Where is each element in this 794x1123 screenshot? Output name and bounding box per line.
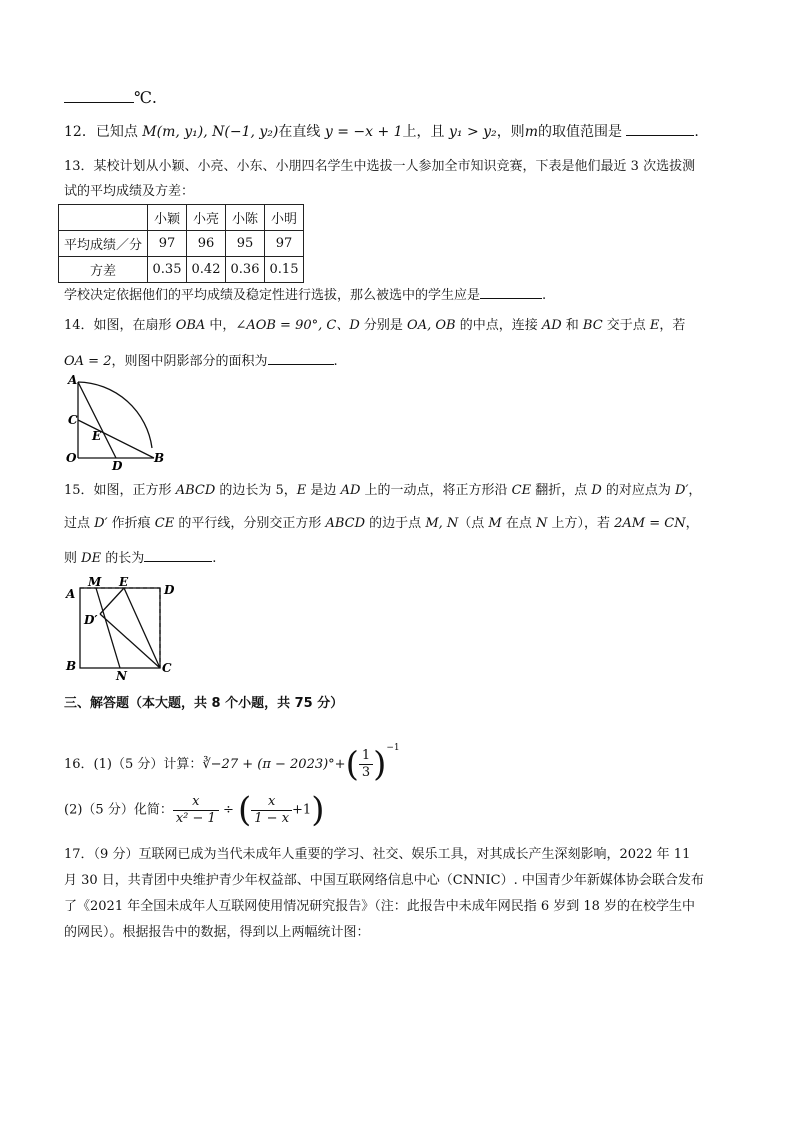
answer-blank	[144, 547, 212, 562]
t: ABCD	[175, 483, 216, 498]
table-row	[59, 231, 304, 257]
table-cell: 96	[187, 231, 226, 257]
q16-p1-mid: + (π − 2023)°+	[238, 757, 346, 772]
question-16-part2	[64, 790, 324, 831]
paren-left: (	[238, 790, 252, 830]
label-b: B	[154, 451, 165, 465]
question-12	[64, 121, 699, 142]
q11-answer-line	[64, 88, 157, 109]
t: E	[649, 318, 660, 333]
denominator: 3	[361, 765, 371, 780]
crease-ce	[124, 588, 160, 668]
q13-end: .	[542, 288, 547, 303]
t: 的长为	[101, 551, 145, 566]
paren-right: )	[373, 744, 387, 785]
q13-line3-text: 学校决定依据他们的平均成绩及稳定性进行选拔，那么被选中的学生应是	[64, 288, 481, 303]
label-a: A	[66, 587, 76, 601]
denominator: x² − 1	[175, 810, 216, 826]
question-17-line2: 月 30 日，共青团中央维护青少年权益部、中国互联网络信息中心（CNNIC）. 中国青少年新媒体协会联合发布	[64, 873, 704, 888]
question-17-line4: 的网民）。根据报告中的数据，得到以上两幅统计图：	[64, 925, 370, 940]
q12-prefix: 12．已知点	[64, 124, 138, 140]
question-13-line2: 试的平均成绩及方差：	[64, 184, 195, 199]
segment-ad	[78, 382, 116, 458]
table-header-cell: 小明	[265, 205, 304, 231]
label-b: B	[66, 659, 77, 673]
table-cell: 平均成绩／分	[59, 231, 148, 257]
numerator: x	[173, 794, 219, 811]
paren-right: )	[311, 790, 325, 830]
q12-variable: m	[524, 124, 538, 140]
answer-blank	[626, 121, 694, 136]
q12-line-equation: y = −x + 1	[324, 124, 403, 140]
t: 交于点	[602, 318, 650, 333]
section-title: 三、解答题（本大题，共 8 个小题，共 75 分）	[64, 696, 344, 711]
t: 的平行线，分别交正方形	[174, 516, 326, 531]
t: .	[212, 551, 217, 566]
segment-bc	[78, 420, 154, 458]
t: D	[591, 483, 602, 498]
t: 上的一动点，将正方形沿	[360, 483, 512, 498]
q12-cond-post: ，则	[496, 124, 525, 140]
table-cell: 0.35	[148, 257, 187, 283]
t: 是边	[306, 483, 341, 498]
t: 15．如图，正方形	[64, 483, 176, 498]
q16-p1-label: 16．(1)（5 分）计算：	[64, 757, 203, 772]
label-e: E	[92, 429, 102, 443]
question-15-line1	[64, 481, 701, 501]
t: 作折痕	[107, 516, 155, 531]
t: 的对应点为	[601, 483, 676, 498]
q12-cond-pre: 上，且	[402, 124, 445, 140]
answer-blank	[268, 350, 334, 365]
sector-figure	[60, 372, 170, 472]
t: 则	[64, 551, 82, 566]
t: 2AM = CN	[614, 516, 686, 531]
question-15-line2	[64, 514, 699, 534]
segment-dc	[100, 614, 160, 668]
divide-sign: ÷	[222, 802, 234, 818]
square-figure	[64, 576, 174, 684]
question-15-line3	[64, 547, 216, 569]
paren-left: (	[345, 744, 359, 785]
t: 的边于点	[365, 516, 426, 531]
question-14-line2	[64, 350, 338, 372]
exponent: −1	[386, 743, 400, 753]
t: 上方），若	[547, 516, 615, 531]
t: AD	[541, 318, 562, 333]
t: OBA	[175, 318, 206, 333]
t: OA = 2	[64, 354, 112, 369]
label-e: E	[119, 576, 129, 589]
q12-suffix: 的取值范围是	[537, 124, 622, 140]
segment-ed	[100, 588, 124, 614]
t: 和	[561, 318, 583, 333]
t: AD	[340, 483, 361, 498]
t: 的中点，连接	[455, 318, 542, 333]
scores-table	[58, 204, 304, 283]
answer-blank	[480, 284, 542, 299]
t: 的边长为 5，	[215, 483, 297, 498]
t: OA, OB	[407, 318, 456, 333]
table-cell: 97	[148, 231, 187, 257]
table-cell: 97	[265, 231, 304, 257]
table-cell: 95	[226, 231, 265, 257]
t: 翻折，点	[531, 483, 592, 498]
t: （点	[458, 516, 489, 531]
t: ，若	[659, 318, 686, 333]
plus-one: +1	[292, 802, 312, 818]
table-cell: 0.42	[187, 257, 226, 283]
fraction	[359, 748, 373, 781]
q12-end: .	[694, 124, 699, 140]
q12-mid: 在直线	[278, 124, 321, 140]
table-header-cell: 小亮	[187, 205, 226, 231]
t: BC	[582, 318, 603, 333]
t: ，	[685, 516, 699, 531]
t: E	[296, 483, 307, 498]
table-cell: 方差	[59, 257, 148, 283]
question-17-line1: 17．（9 分）互联网已成为当代未成年人重要的学习、社交、娱乐工具，对其成长产生深刻影响，2022 年 11	[64, 847, 691, 862]
t: 过点	[64, 516, 95, 531]
fraction	[173, 794, 219, 827]
t: CE	[511, 483, 532, 498]
question-13-line1: 13．某校计划从小颖、小亮、小东、小朋四名学生中选拔一人参加全市知识竞赛，下表是他们最近 3 次选拔测	[64, 159, 696, 174]
square-abcd	[80, 588, 160, 668]
t: 14．如图，在扇形	[64, 318, 176, 333]
question-14-line1	[64, 316, 685, 336]
fraction	[251, 794, 292, 827]
t: 分别是	[359, 318, 408, 333]
denominator: 1 − x	[254, 810, 290, 826]
q16-p2-label: (2)（5 分）化简：	[64, 802, 173, 818]
t: ∠AOB = 90°, C、D	[235, 318, 360, 333]
t: ABCD	[325, 516, 366, 531]
table-cell: 0.15	[265, 257, 304, 283]
table-header-row	[59, 205, 304, 231]
t: M	[488, 516, 502, 531]
label-n: N	[116, 669, 127, 683]
label-c: C	[68, 413, 78, 427]
label-d-prime: D′	[84, 613, 98, 627]
label-a: A	[68, 373, 78, 387]
q12-condition: y₁ > y₂	[449, 124, 497, 140]
t: 中，	[205, 318, 236, 333]
t: .	[333, 354, 338, 369]
table-row	[59, 257, 304, 283]
label-d: D	[164, 583, 174, 597]
numerator: x	[251, 794, 292, 811]
numerator: 1	[359, 748, 373, 765]
label-c: C	[162, 661, 172, 675]
q12-points: M(m, y₁), N(−1, y₂)	[142, 124, 279, 140]
unit-text: ℃.	[134, 88, 157, 107]
t: D′	[94, 516, 108, 531]
label-o: O	[66, 451, 77, 465]
t: ，则图中阴影部分的面积为	[111, 354, 268, 369]
t: N	[535, 516, 548, 531]
t: DE	[81, 551, 102, 566]
label-d: D	[112, 459, 123, 472]
t: D′	[675, 483, 689, 498]
t: M, N	[425, 516, 459, 531]
table-cell: 0.36	[226, 257, 265, 283]
table-cell	[59, 205, 148, 231]
question-17-line3: 了《2021 年全国未成年人互联网使用情况研究报告》（注：此报告中未成年网民指 6 岁到 18 岁的在校学生中	[64, 899, 696, 914]
label-m: M	[88, 576, 102, 589]
table-header-cell: 小陈	[226, 205, 265, 231]
question-16-part1	[64, 728, 400, 785]
t: ，	[688, 483, 702, 498]
t: 在点	[501, 516, 536, 531]
t: CE	[154, 516, 175, 531]
cube-root: ∛−27	[202, 757, 239, 772]
question-13-line3	[64, 284, 546, 306]
table-header-cell: 小颖	[148, 205, 187, 231]
answer-blank	[64, 88, 134, 103]
